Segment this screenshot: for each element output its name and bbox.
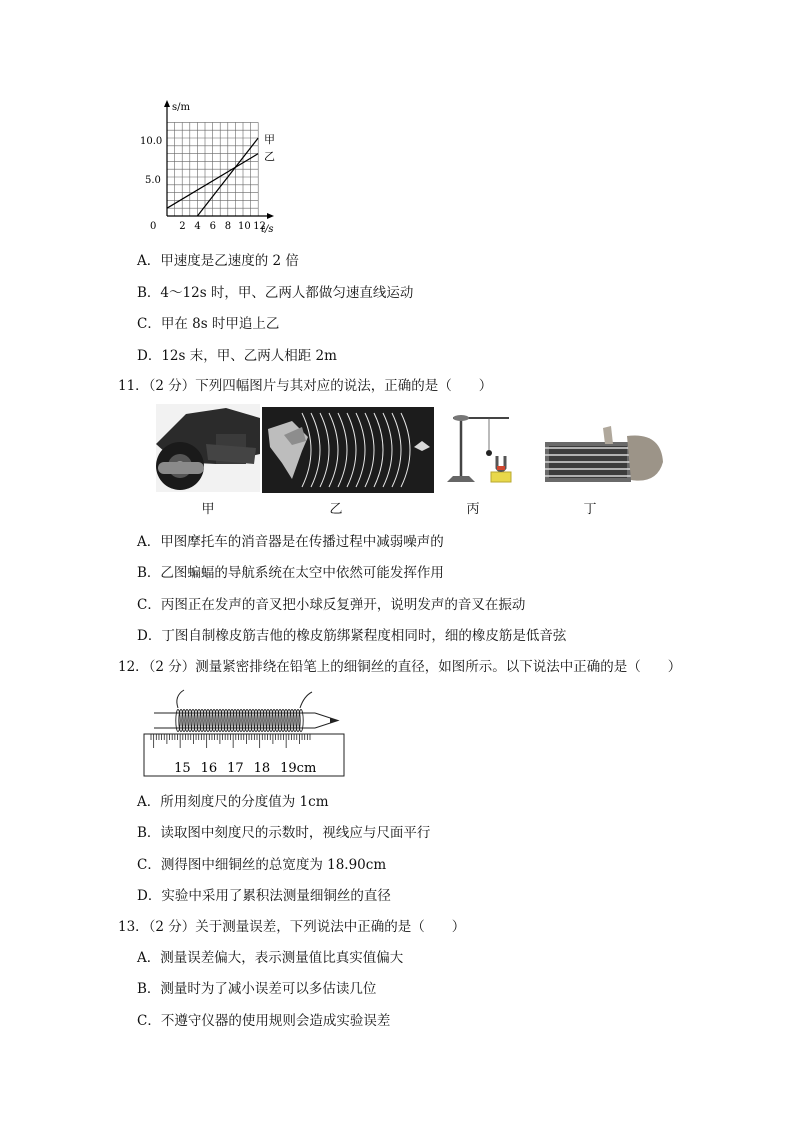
y-tick-label-5: 5.0 <box>145 175 161 186</box>
q10-option-c: C．甲在 8s 时甲追上乙 <box>137 316 280 332</box>
q10-option-d: D．12s 末，甲、乙两人相距 2m <box>137 348 337 364</box>
ruler-label: 17 <box>227 761 244 776</box>
y-axis-label: s/m <box>172 102 190 113</box>
caption-ding: 丁 <box>583 502 597 517</box>
x-tick-label: 12 <box>253 221 266 232</box>
caption-bing: 丙 <box>466 502 480 517</box>
ruler-label: 18 <box>253 761 271 776</box>
ruler-label: 19cm <box>280 761 317 776</box>
motorcycle-image <box>156 404 260 492</box>
x-axis-arrow <box>267 213 274 219</box>
series-label-yi: 乙 <box>264 150 275 163</box>
q12-option-c: C．测得图中细铜丝的总宽度为 18.90cm <box>137 857 387 873</box>
series-label-jia: 甲 <box>264 133 275 146</box>
pencil-ruler-diagram <box>140 686 350 778</box>
q11-option-b: B．乙图蝙蝠的导航系统在太空中依然可能发挥作用 <box>137 565 444 581</box>
q11-option-a: A．甲图摩托车的消音器是在传播过程中减弱噪声的 <box>137 534 444 550</box>
q13-option-c: C．不遵守仪器的使用规则会造成实验误差 <box>137 1013 391 1029</box>
x-tick-label: 8 <box>224 221 232 232</box>
ruler-label: 16 <box>200 761 218 776</box>
tuning-fork-image <box>439 410 525 490</box>
x-tick-label: 6 <box>209 221 216 232</box>
rubber-band-guitar-image <box>539 424 665 490</box>
q12-option-a: A．所用刻度尺的分度值为 1cm <box>137 794 329 810</box>
bat-echolocation-image <box>262 407 434 493</box>
q12-option-d: D．实验中采用了累积法测量细铜丝的直径 <box>137 888 391 904</box>
q10-option-b: B．4～12s 时，甲、乙两人都做匀速直线运动 <box>137 285 414 301</box>
q11-option-c: C．丙图正在发声的音叉把小球反复弹开，说明发声的音叉在振动 <box>137 597 526 613</box>
q12-option-b: B．读取图中刻度尺的示数时，视线应与尺面平行 <box>137 825 431 841</box>
caption-jia: 甲 <box>201 502 215 517</box>
x-tick-label: 4 <box>194 221 201 232</box>
y-axis-arrow <box>164 100 170 107</box>
graph-grid <box>167 122 258 216</box>
q13-stem: 13．（2 分）关于测量误差，下列说法中正确的是（ ） <box>118 919 466 935</box>
q12-stem: 12．（2 分）测量紧密排绕在铅笔上的细铜丝的直径，如图所示。以下说法中正确的是（ ） <box>118 659 682 675</box>
ruler-label: 15 <box>174 761 191 776</box>
x-tick-label: 10 <box>238 221 251 232</box>
y-tick-label-10: 10.0 <box>140 136 163 147</box>
caption-yi: 乙 <box>329 502 343 517</box>
x-tick-label: 0 <box>150 221 157 232</box>
s-t-graph <box>130 98 290 238</box>
q13-option-b: B．测量时为了减小误差可以多估读几位 <box>137 981 377 997</box>
x-axis-label: t/s <box>261 224 274 235</box>
q11-stem: 11．（2 分）下列四幅图片与其对应的说法，正确的是（ ） <box>118 378 493 394</box>
x-tick-label: 2 <box>179 221 186 232</box>
q10-option-a: A．甲速度是乙速度的 2 倍 <box>137 253 299 269</box>
q13-option-a: A．测量误差偏大，表示测量值比真实值偏大 <box>137 950 404 966</box>
q11-option-d: D．丁图自制橡皮筋吉他的橡皮筋绑紧程度相同时，细的橡皮筋是低音弦 <box>137 628 567 644</box>
